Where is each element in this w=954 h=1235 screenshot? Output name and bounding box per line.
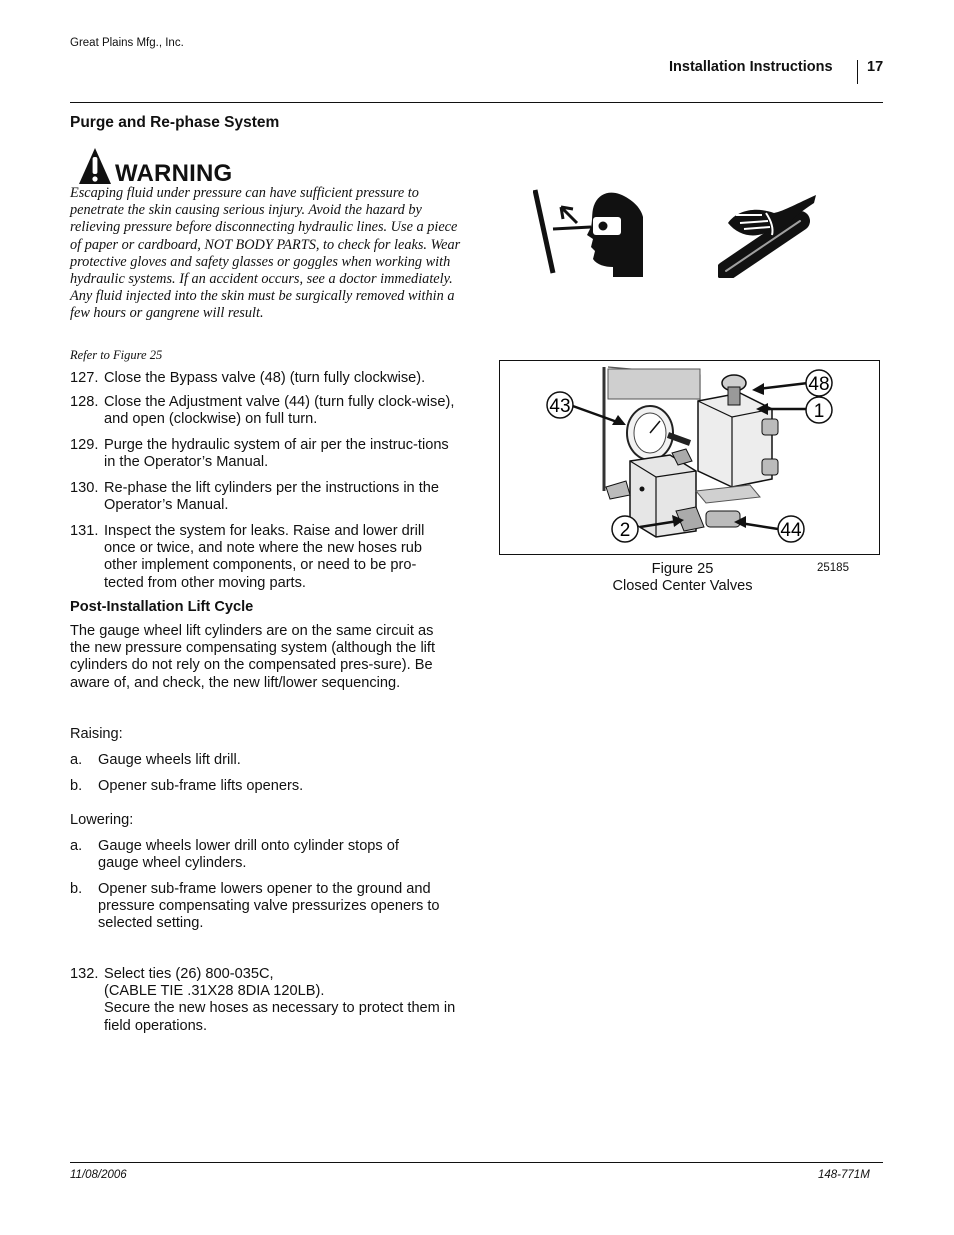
list-letter: a. xyxy=(70,838,83,854)
raising-label: Raising: xyxy=(70,726,123,742)
step-128 xyxy=(70,394,455,428)
step-130 xyxy=(70,480,455,514)
page-number: 17 xyxy=(867,59,884,75)
figure-caption-number: Figure 25 xyxy=(651,561,714,577)
header-divider xyxy=(857,60,858,84)
valve-assembly-illustration xyxy=(500,361,878,553)
step-text: Inspect the system for leaks. Raise and lower drill once or twice, and note where the new hoses rub other implement components, or need to be pro-tected from other moving parts. xyxy=(104,523,425,591)
step-129 xyxy=(70,437,455,471)
lowering-label: Lowering: xyxy=(70,812,134,828)
footer-rule xyxy=(70,1162,883,1163)
warning-title: WARNING xyxy=(115,160,233,187)
step-number: 129. xyxy=(70,437,99,453)
step-text: Re-phase the lift cylinders per the instructions in the Operator’s Manual. xyxy=(104,480,440,514)
step-text-line: Secure the new hoses as necessary to protect them in field operations. xyxy=(104,1000,456,1034)
step-number: 132. xyxy=(70,966,99,982)
callout-48: 48 xyxy=(808,374,830,395)
figure-reference: Refer to Figure 25 xyxy=(70,348,163,362)
step-text-line: (CABLE TIE .31X28 8DIA 120LB). xyxy=(104,983,325,1000)
callout-1: 1 xyxy=(813,401,825,422)
figure-caption-title: Closed Center Valves xyxy=(612,578,753,594)
list-item xyxy=(70,881,440,933)
list-text: Gauge wheels lift drill. xyxy=(98,752,241,768)
eye-protection-icon xyxy=(533,187,643,277)
warning-triangle-icon xyxy=(78,147,112,185)
list-item xyxy=(70,752,440,769)
callout-2: 2 xyxy=(619,520,631,541)
list-text: Gauge wheels lower drill onto cylinder stops of gauge wheel cylinders. xyxy=(98,838,399,872)
header-rule xyxy=(70,102,883,103)
step-number: 130. xyxy=(70,480,99,496)
warning-text: Escaping fluid under pressure can have sufficient pressure to penetrate the skin causing serious injury. Avoid the hazard by relieving pressure before disconnecting hydraulic lines. Use a piece of paper or cardboard, NOT BODY PARTS, to check for leaks. Wear protective gloves and safety glasses or goggles when working with hydraulic systems. If an accident occurs, see a doctor immediately. Any fluid injected into the skin must be surgically removed within a few hours or gangrene will result. xyxy=(70,185,461,322)
figure-25-frame xyxy=(499,360,880,555)
callout-43: 43 xyxy=(549,396,571,417)
step-number: 127. xyxy=(70,370,99,386)
list-letter: a. xyxy=(70,752,83,768)
page-heading: Purge and Re-phase System xyxy=(70,114,280,131)
step-number: 131. xyxy=(70,523,99,539)
list-item xyxy=(70,838,440,872)
list-item xyxy=(70,778,440,795)
injection-hazard-icon xyxy=(718,193,818,278)
footer-doc-number: 148-771M xyxy=(818,1169,870,1181)
list-text: Opener sub-frame lifts openers. xyxy=(98,778,304,794)
step-131 xyxy=(70,523,455,592)
lift-paragraph: The gauge wheel lift cylinders are on the same circuit as the new pressure compensating system (although the lift cylinders do not rely on the compensated pres-sure). Be aware of, and check, the new lift/lower sequencing. xyxy=(70,623,436,691)
list-letter: b. xyxy=(70,881,83,897)
figure-id: 25185 xyxy=(817,562,849,574)
step-text: Close the Adjustment valve (44) (turn fully clock-wise), and open (clockwise) on full turn. xyxy=(104,394,455,428)
section-title: Installation Instructions xyxy=(669,59,833,75)
list-letter: b. xyxy=(70,778,83,794)
step-text-line: Select ties (26) 800-035C, xyxy=(104,966,274,982)
company-name: Great Plains Mfg., Inc. xyxy=(70,37,184,49)
step-132 xyxy=(70,966,470,1035)
callout-44: 44 xyxy=(780,520,802,541)
subheading: Post-Installation Lift Cycle xyxy=(70,599,254,615)
step-text: Purge the hydraulic system of air per the instruc-tions in the Operator’s Manual. xyxy=(104,437,449,471)
step-text: Close the Bypass valve (48) (turn fully clockwise). xyxy=(104,370,426,386)
step-127 xyxy=(70,370,455,387)
step-number: 128. xyxy=(70,394,99,410)
footer-date: 11/08/2006 xyxy=(70,1169,127,1181)
list-text: Opener sub-frame lowers opener to the ground and pressure compensating valve pressurizes openers to selected setting. xyxy=(98,881,440,932)
